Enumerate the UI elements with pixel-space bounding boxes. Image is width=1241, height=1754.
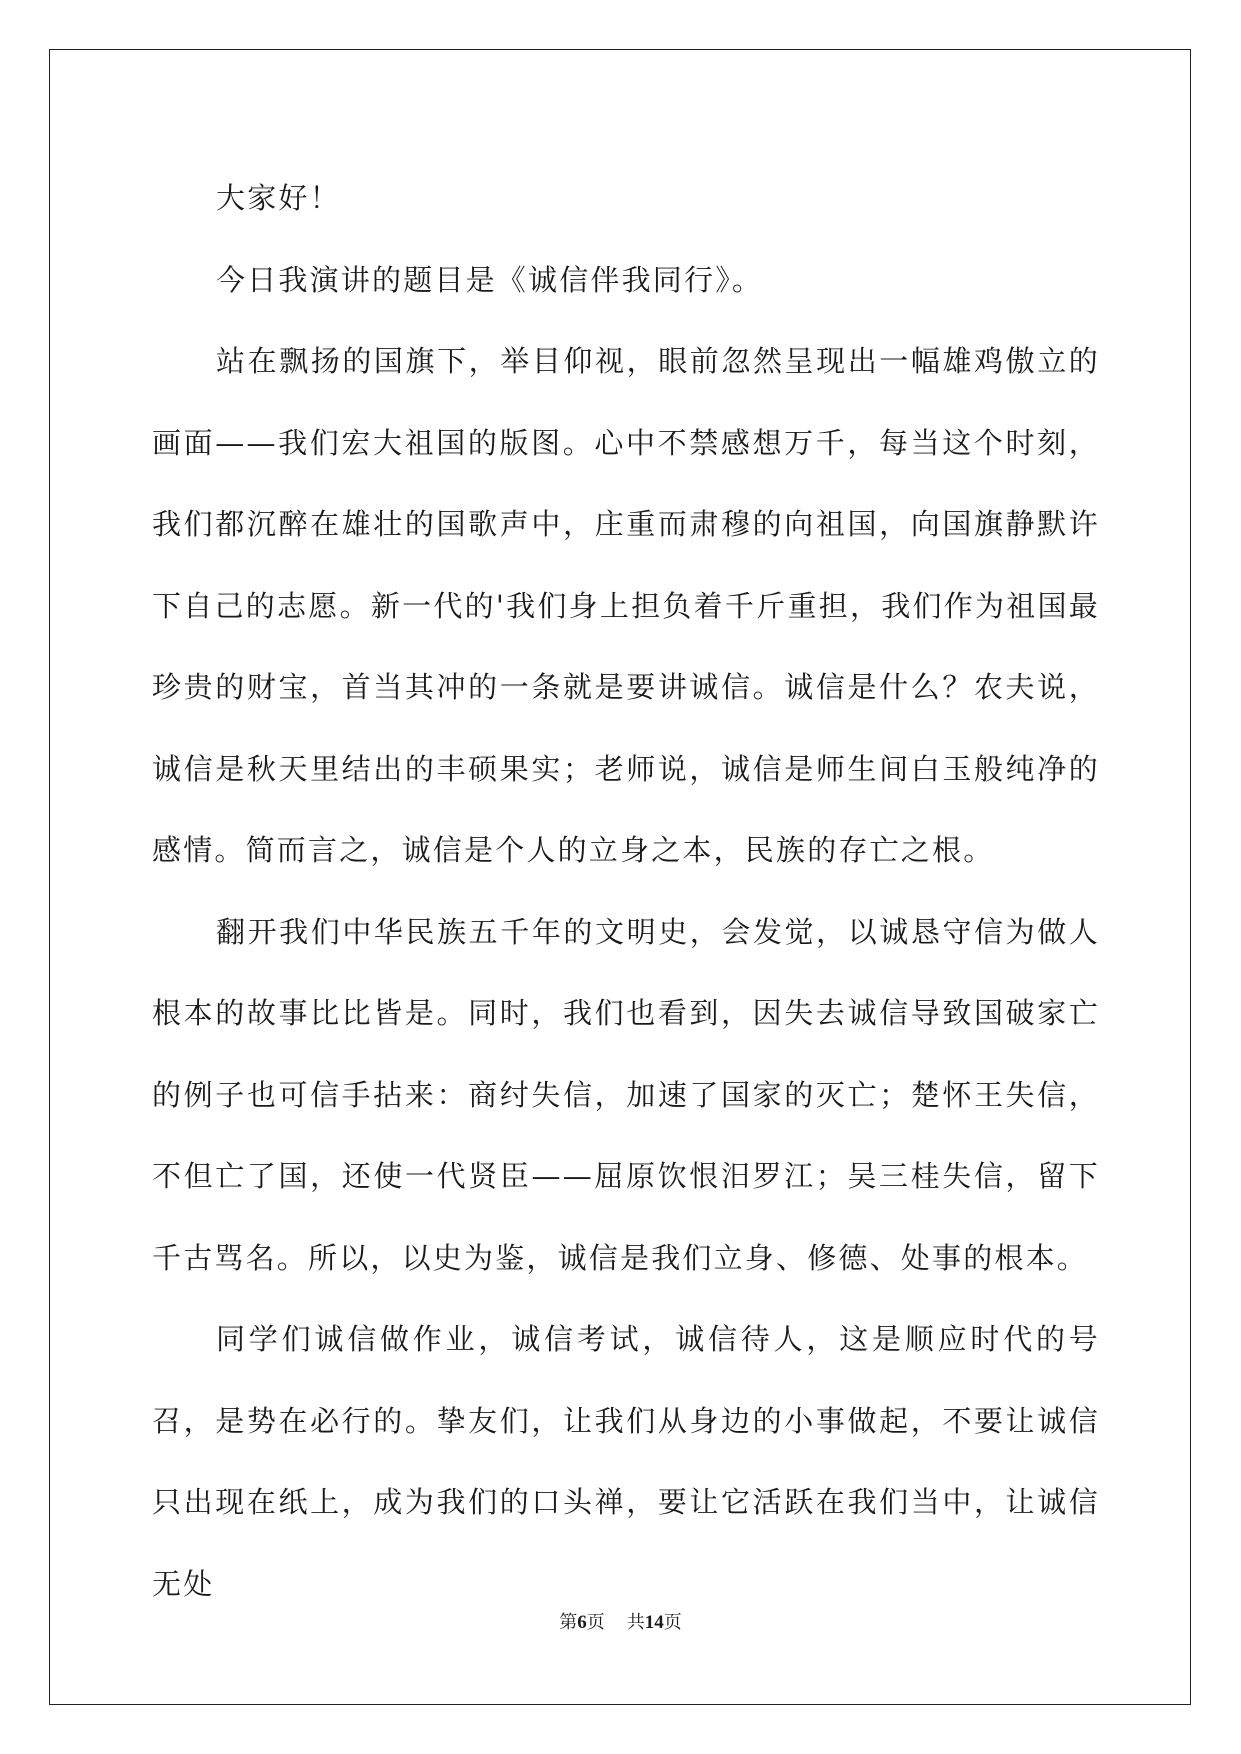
paragraph-call-to-action: 同学们诚信做作业，诚信考试，诚信待人，这是顺应时代的号召，是势在必行的。挚友们，让我们从身边的小事做起，不要让诚信只出现在纸上，成为我们的口头禅，要让它活跃在我们当中，让诚信无处 <box>152 1322 1100 1601</box>
footer-total-prefix: 共 <box>626 1612 645 1633</box>
paragraph-greeting: 大家好！ <box>216 181 341 215</box>
page-footer <box>0 1608 1241 1634</box>
footer-page-prefix: 第 <box>559 1612 578 1633</box>
paragraph-topic: 今日我演讲的题目是《诚信伴我同行》。 <box>216 262 764 297</box>
document-body <box>152 158 1100 1625</box>
footer-total-pages: 14 <box>644 1612 664 1633</box>
footer-total-suffix: 页 <box>663 1612 682 1633</box>
paragraph-history: 翻开我们中华民族五千年的文明史，会发觉，以诚恳守信为做人根本的故事比比皆是。同时，我们也看到，因失去诚信导致国破家亡的例子也可信手拈来：商纣失信，加速了国家的灭亡；楚怀王失信，不但亡了国，还使一代贤臣——屈原饮恨汨罗江；吴三桂失信，留下千古骂名。所以，以史为鉴，诚信是我们立身、修德、处事的根本。 <box>152 914 1100 1275</box>
footer-page-number: 6 <box>577 1612 587 1633</box>
paragraph-flag: 站在飘扬的国旗下，举目仰视，眼前忽然呈现出一幅雄鸡傲立的画面——我们宏大祖国的版图。心中不禁感想万千，每当这个时刻，我们都沉醉在雄壮的国歌声中，庄重而肃穆的向祖国，向国旗静默许下自己的志愿。新一代的'我们身上担负着千斤重担，我们作为祖国最珍贵的财宝，首当其冲的一条就是要讲诚信。诚信是什么？农夫说，诚信是秋天里结出的丰硕果实；老师说，诚信是师生间白玉般纯净的感情。简而言之，诚信是个人的立身之本，民族的存亡之根。 <box>152 344 1100 867</box>
footer-page-suffix: 页 <box>586 1612 605 1633</box>
